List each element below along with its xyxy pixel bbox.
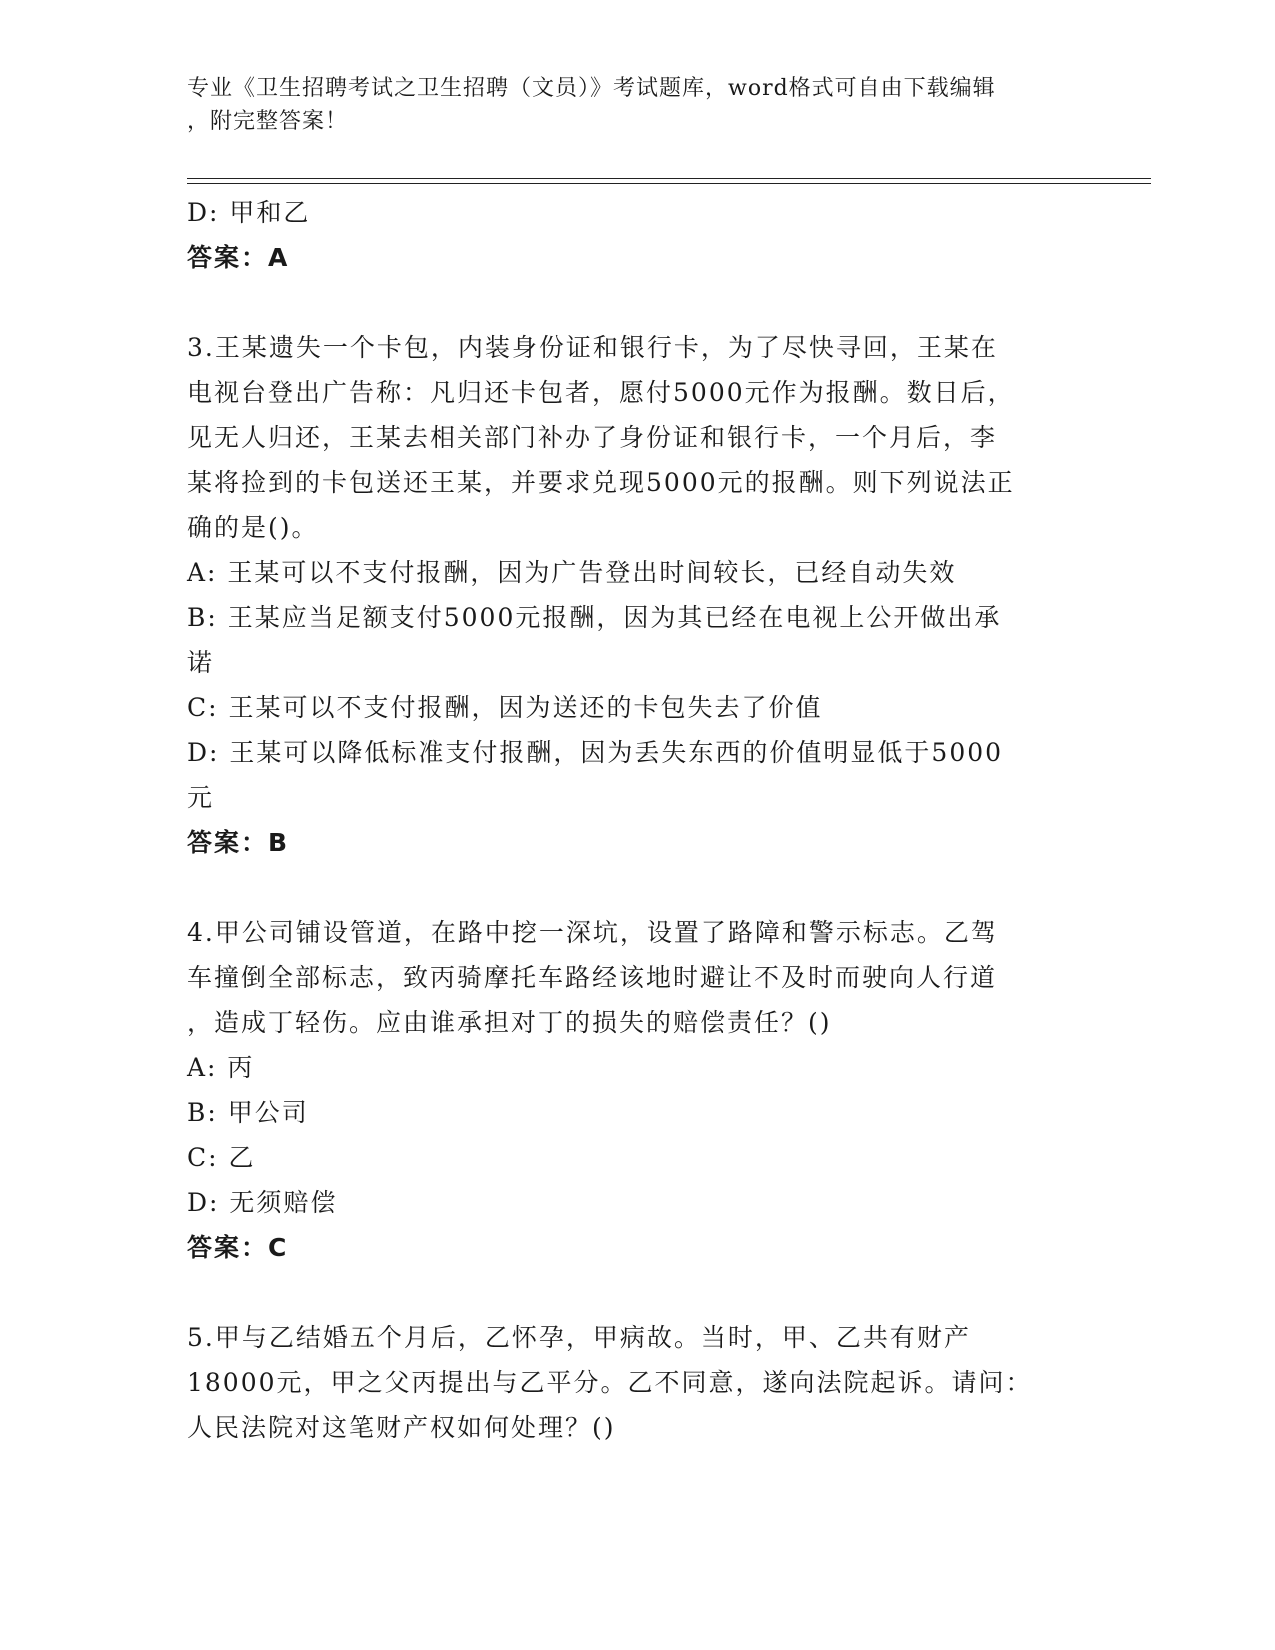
spacer bbox=[187, 1270, 1077, 1315]
q4-answer: 答案：C bbox=[187, 1233, 289, 1262]
question-3 bbox=[187, 325, 1077, 865]
q4-option-b: B: 甲公司 bbox=[187, 1098, 309, 1127]
prev-option-d: D: 甲和乙 bbox=[187, 198, 311, 227]
q3-option-d-cont: 元 bbox=[187, 783, 215, 812]
q5-stem-line: 18000元，甲之父丙提出与乙平分。乙不同意，遂向法院起诉。请问： bbox=[187, 1368, 1033, 1397]
q3-stem-line: 某将捡到的卡包送还王某，并要求兑现5000元的报酬。则下列说法正 bbox=[187, 468, 1015, 497]
prev-answer: 答案：A bbox=[187, 243, 290, 272]
header-divider-top bbox=[187, 178, 1151, 179]
q3-stem-line: 见无人归还，王某去相关部门补办了身份证和银行卡，一个月后，李 bbox=[187, 423, 998, 452]
header-line-1: 专业《卫生招聘考试之卫生招聘（文员）》考试题库，word格式可自由下载编辑 bbox=[187, 76, 996, 101]
q4-stem-line: 4.甲公司铺设管道，在路中挖一深坑，设置了路障和警示标志。乙驾 bbox=[187, 918, 998, 947]
q5-stem-line: 5.甲与乙结婚五个月后，乙怀孕，甲病故。当时，甲、乙共有财产 bbox=[187, 1323, 971, 1352]
q4-option-c: C: 乙 bbox=[187, 1143, 256, 1172]
spacer bbox=[187, 865, 1077, 910]
document-header bbox=[187, 72, 1067, 138]
question-5 bbox=[187, 1315, 1077, 1450]
q3-option-c: C: 王某可以不支付报酬，因为送还的卡包失去了价值 bbox=[187, 693, 823, 722]
q3-option-d: D: 王某可以降低标准支付报酬，因为丢失东西的价值明显低于5000 bbox=[187, 738, 1004, 767]
q3-option-b: B: 王某应当足额支付5000元报酬，因为其已经在电视上公开做出承 bbox=[187, 603, 1002, 632]
header-divider-bottom bbox=[187, 183, 1151, 184]
q3-stem-line: 3.王某遗失一个卡包，内装身份证和银行卡，为了尽快寻回，王某在 bbox=[187, 333, 998, 362]
q3-stem-line: 确的是()。 bbox=[187, 513, 319, 542]
q4-option-a: A: 丙 bbox=[187, 1053, 255, 1082]
document-body bbox=[187, 190, 1077, 1450]
q3-stem-line: 电视台登出广告称：凡归还卡包者，愿付5000元作为报酬。数日后， bbox=[187, 378, 1015, 407]
header-line-2: ，附完整答案！ bbox=[187, 109, 349, 134]
spacer bbox=[187, 280, 1077, 325]
q4-option-d: D: 无须赔偿 bbox=[187, 1188, 338, 1217]
q5-stem-line: 人民法院对这笔财产权如何处理？() bbox=[187, 1413, 616, 1442]
q4-stem-line: ，造成丁轻伤。应由谁承担对丁的损失的赔偿责任？() bbox=[187, 1008, 832, 1037]
question-4 bbox=[187, 910, 1077, 1270]
q3-option-a: A: 王某可以不支付报酬，因为广告登出时间较长，已经自动失效 bbox=[187, 558, 957, 587]
q3-option-b-cont: 诺 bbox=[187, 648, 215, 677]
q3-answer: 答案：B bbox=[187, 828, 290, 857]
q4-stem-line: 车撞倒全部标志，致丙骑摩托车路经该地时避让不及时而驶向人行道 bbox=[187, 963, 998, 992]
